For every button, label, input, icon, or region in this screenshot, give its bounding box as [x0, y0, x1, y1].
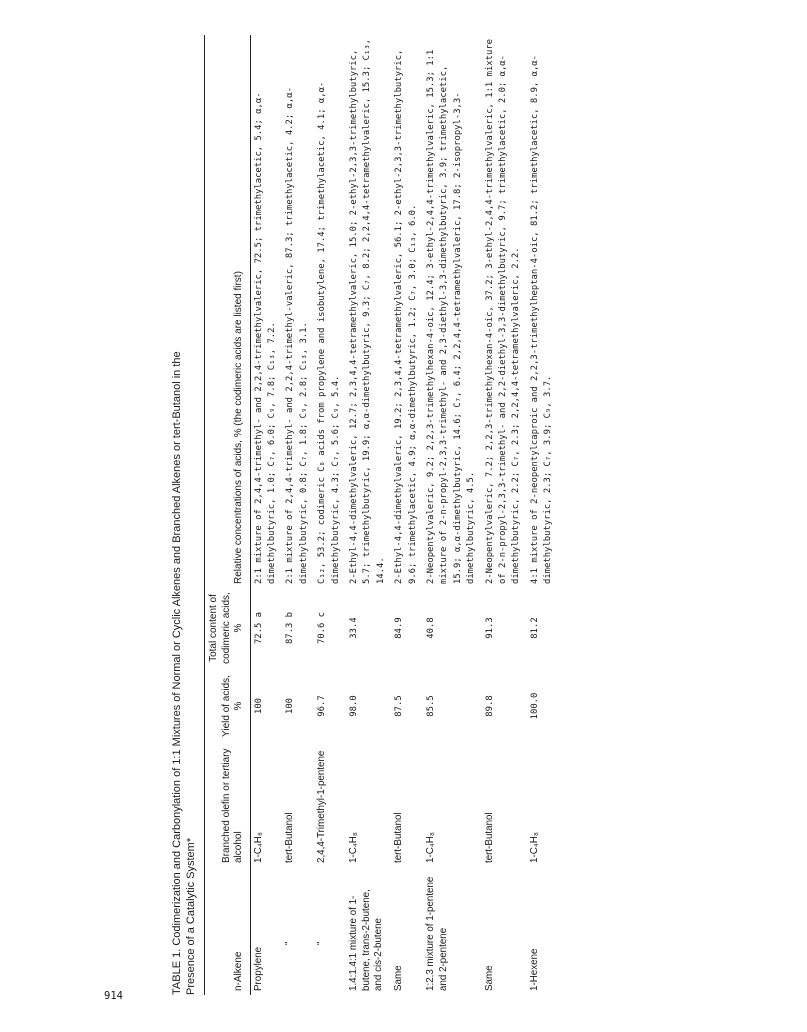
header-olefin: Branched olefin or tertiary alcohol — [205, 744, 251, 867]
cell-alkene: 1-Hexene — [528, 948, 540, 991]
cell-alkene: 1:2.3 mixture of 1-pentene and 2-pentene — [424, 876, 449, 991]
cell-olefin: tert-Butanol — [393, 812, 405, 863]
cell-yield: 85.5 — [425, 695, 436, 717]
table-caption — [170, 35, 198, 995]
cell-total: 84.9 — [394, 617, 405, 639]
table-row — [391, 35, 423, 995]
cell-alkene: Same — [393, 965, 405, 991]
cell-total: 91.3 — [484, 617, 495, 639]
cell-olefin: 2,4,4-Trimethyl-1-pentene — [316, 750, 328, 863]
cell-relative: 2:1 mixture of 2,4,4-trimethyl- and 2,2,4-trimethylvaleric, 72.5; trimethylacetic, 5.4; α,α-dimethylbutyric, 1.0; C₇, 6.0; C₉, 7.8; C₁₃, 7.2. — [253, 92, 277, 584]
cell-yield: 96.7 — [317, 695, 328, 717]
cell-alkene: " — [284, 941, 296, 945]
page-number: 914 — [104, 990, 123, 1002]
cell-yield: 100 — [253, 697, 264, 715]
cell-olefin: tert-Butanol — [284, 812, 296, 863]
rotated-table-region — [170, 35, 790, 995]
header-total-codimeric: Total content of codimeric acids, % — [205, 588, 251, 668]
header-yield: Yield of acids, % — [205, 668, 251, 744]
cell-yield: 100 — [285, 697, 296, 715]
cell-yield: 87.5 — [394, 695, 405, 717]
table-row — [282, 35, 314, 995]
cell-yield: 98.0 — [348, 695, 359, 717]
table-row — [250, 35, 282, 995]
cell-relative: 2-Ethyl-4,4-dimethylvaleric, 19.2; 2,3,4,4-tetramethylvaleric, 56.1; 2-ethyl-2,3,3-trimethylbutyric, 9.6; trimethylacetic, 4.9; α,α-dimethylbutyric, 1.2; C₇, 3.0; C₁₃, 6.0. — [394, 49, 418, 584]
header-relative-concentrations: Relative concentrations of acids, % (the codimeric acids are listed first) — [205, 35, 251, 588]
cell-alkene: Same — [483, 965, 495, 991]
cell-total: 40.8 — [425, 617, 436, 639]
cell-alkene: " — [316, 941, 328, 945]
table-row — [423, 35, 482, 995]
cell-total: 81.2 — [529, 617, 540, 639]
cell-relative: 2-Neopentylvaleric, 7.2; 2,2,3-trimethylhexan-4-oic, 37.2; 3-ethyl-2,4,4-trimethylvaleric, 1:1 mixture of 2-n-propyl-2,3,3-trimethyl- and 2,2-diethyl-3,3-dimethylbutyric, 9.7; trimethylacetic, 2.0; α,α-dimethylbutyric, 2.2; C₇, 2.3; 2,2,4,4-tetramethylvaleric, 2.2. — [484, 38, 522, 584]
cell-yield: 100.0 — [529, 692, 540, 720]
caption-line-2: Presence of a Catalytic System* — [185, 837, 197, 995]
cell-relative: 2-Ethyl-4,4-dimethylvaleric, 12.7; 2,3,4,4-tetramethylvaleric, 15.0; 2-ethyl-2,3,3-trimethylbutyric, 5.7; trimethylbutyric, 19.9; α,α-dimethylbutyric, 9.3; C₇, 8.2; 2,2,4,4-tetramethylvaleric, 15.3; C₁₃, 14.4. — [348, 38, 386, 584]
table-row — [346, 35, 391, 995]
cell-relative: C₁₂, 53.2; codimeric C₈ acids from propylene and isobutylene, 17.4; trimethylacetic, 4.1; α,α-dimethylbutyric, 4.3; C₇, 5.6; C₉, 5.4. — [317, 81, 341, 584]
header-row — [205, 35, 251, 995]
cell-yield: 89.8 — [484, 695, 495, 717]
cell-alkene: Propylene — [252, 946, 264, 991]
cell-relative: 4:1 mixture of 2-neopentylcaproic and 2,2,3-trimethylheptan-4-oic, 81.2; trimethylacetic, 8.9, α,α-dimethylbutyric, 2.3; C₇, 3.9; C₉, 3.7. — [529, 55, 554, 584]
table-row — [314, 35, 346, 995]
cell-total: 87.3 b — [285, 611, 296, 645]
table-row — [482, 35, 527, 995]
header-alkene: n-Alkene — [205, 867, 251, 995]
cell-olefin: 1-C₄H₈ — [528, 832, 540, 863]
cell-olefin: 1-C₄H₈ — [347, 832, 359, 863]
table-row — [527, 35, 560, 995]
cell-relative: 2:1 mixture of 2,4,4-trimethyl- and 2,2,4-trimethyl-valeric, 87.3; trimethylacetic, 4.2; α,α-dimethylbutyric, 0.8; C₇, 1.8; C₉, 2.8; C₁₃, 3.1. — [285, 87, 309, 584]
cell-alkene: 1.4:1.4:1 mixture of 1-butene, trans-2-butene, and cis-2-butene — [347, 889, 385, 991]
cell-total: 33.4 — [348, 617, 359, 639]
cell-total: 72.5 a — [253, 611, 264, 645]
cell-total: 70.6 c — [317, 611, 328, 645]
cell-olefin: 1-C₄H₈ — [252, 832, 264, 863]
caption-line-1: TABLE 1. Codimerization and Carbonylation of 1:1 Mixtures of Normal or Cyclic Alkenes and Branched Alkenes or tert-Butanol in the — [171, 351, 183, 995]
cell-relative: 2-Neopentylvaleric, 9.2; 2,2,3-trimethylhexan-4-oic, 12.4; 3-ethyl-2,4,4-trimethylvaleric, 15.3; 1:1 mixture of 2-n-propyl-2,3,3-trimethyl- and 2,3-diethyl-3,3-dimethylbutyric, 3.9; trimethylacetic, 15.9; α,α-dimethylbutyric, 14.6; C₇, 6.4; 2,2,4,4-tetramethylvaleric, 17.8; 2-isopropyl-3,3-dimethylbutyric, 4.5. — [425, 49, 477, 584]
data-table — [204, 35, 560, 995]
cell-olefin: tert-Butanol — [483, 812, 495, 863]
cell-olefin: 1-C₄H₈ — [424, 832, 436, 863]
